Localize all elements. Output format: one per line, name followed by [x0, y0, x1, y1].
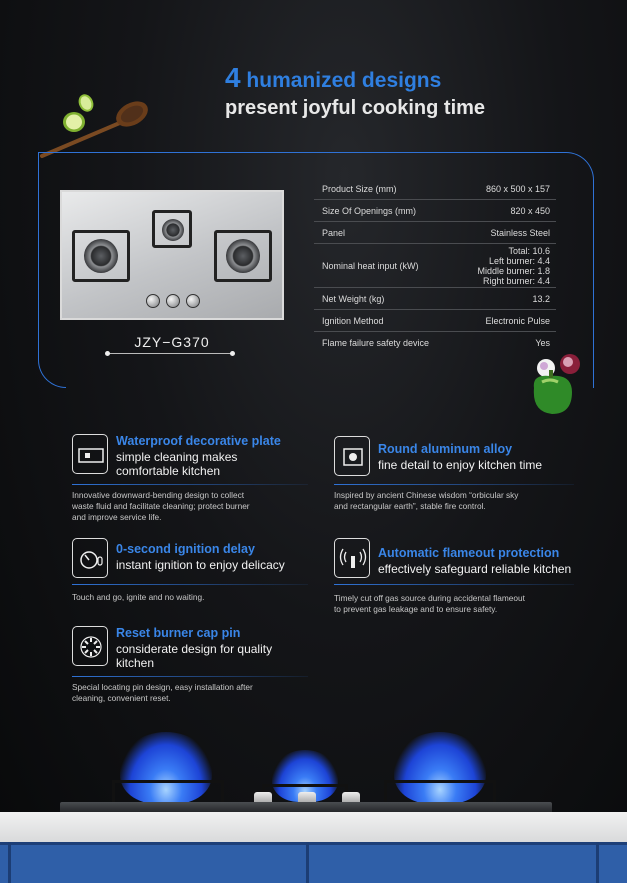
feature-cap-pin	[72, 626, 312, 706]
knob-left	[146, 294, 160, 308]
feature-description	[334, 593, 525, 615]
right-burner	[214, 230, 272, 282]
headline-line1	[225, 64, 605, 95]
spec-label: Product Size (mm)	[322, 183, 397, 194]
spec-table	[314, 178, 556, 354]
description-line: cleaning, convenient reset.	[72, 693, 171, 703]
spec-value: 13.2	[532, 293, 550, 304]
feature-title: 0-second ignition delay	[116, 542, 255, 556]
feature-divider	[72, 584, 308, 585]
timer-icon	[72, 538, 108, 578]
plate-icon	[72, 434, 108, 474]
feature-description	[72, 490, 250, 523]
middle-burner	[152, 210, 192, 248]
spec-value: Electronic Pulse	[485, 315, 550, 326]
feature-subtitle: considerate design for quality kitchen	[116, 642, 273, 670]
headline-title: humanized designs	[246, 69, 442, 92]
model-underline-dot-right	[230, 351, 235, 356]
spec-row	[314, 222, 556, 244]
feature-flameout-protection	[334, 538, 604, 622]
feature-divider	[334, 584, 574, 585]
spec-row	[314, 178, 556, 200]
spec-row	[314, 244, 556, 288]
knob-right	[186, 294, 200, 308]
spec-label: Ignition Method	[322, 315, 384, 326]
vegetables-decoration	[524, 348, 594, 420]
feature-description	[334, 490, 518, 512]
feature-description	[72, 682, 253, 704]
feature-divider	[72, 484, 308, 485]
description-line: Special locating pin design, easy installation after	[72, 682, 253, 692]
spec-label: Flame failure safety device	[322, 338, 430, 348]
spec-label: Net Weight (kg)	[322, 293, 385, 304]
feature-subtitle: instant ignition to enjoy delicacy	[116, 558, 285, 572]
cabinet-divider	[306, 842, 309, 883]
cabinet-divider	[596, 842, 599, 883]
feature-round-aluminum	[334, 436, 604, 516]
marble-countertop	[0, 812, 627, 842]
description-line: Timely cut off gas source during accidental flameout	[334, 593, 525, 603]
description-line: to prevent gas leakage and to ensure safety.	[334, 604, 498, 614]
description-line: Touch and go, ignite and no waiting.	[72, 592, 205, 602]
feature-ignition-delay	[72, 538, 312, 608]
feature-title: Reset burner cap pin	[116, 626, 241, 640]
spec-label: Size Of Openings (mm)	[322, 205, 417, 216]
spec-row	[314, 288, 556, 310]
flameout-sensor-icon	[334, 538, 370, 578]
spec-value: Yes	[535, 338, 550, 348]
blue-cabinet	[0, 842, 627, 883]
spec-label: Nominal heat input (kW)	[322, 260, 419, 271]
feature-divider	[334, 484, 574, 485]
heat-left: Left burner: 4.4	[488, 255, 550, 266]
spec-value: Stainless Steel	[490, 227, 550, 238]
spec-row	[314, 332, 556, 354]
cabinet-top-edge	[0, 842, 627, 845]
description-line: Innovative downward-bending design to collect	[72, 490, 245, 500]
heat-right: Right burner: 4.4	[482, 275, 550, 286]
left-burner	[72, 230, 130, 282]
model-underline-dot-left	[105, 351, 110, 356]
feature-description	[72, 592, 204, 603]
heat-total: Total: 10.6	[508, 245, 550, 256]
model-number: JZY−G370	[134, 334, 210, 350]
spec-value: 820 x 450	[510, 205, 550, 216]
cabinet-divider	[8, 842, 11, 883]
description-line: waste fluid and facilitate cleaning; protect burner	[72, 501, 250, 511]
feature-title: Automatic flameout protection	[378, 546, 560, 560]
feature-divider	[72, 676, 308, 677]
spec-value: 860 x 500 x 157	[485, 183, 550, 194]
spec-row	[314, 310, 556, 332]
feature-title: Round aluminum alloy	[378, 442, 513, 456]
spec-label: Panel	[322, 227, 346, 238]
burner-icon	[334, 436, 370, 476]
headline	[225, 64, 605, 121]
feature-subtitle: effectively safeguard reliable kitchen	[378, 562, 572, 576]
wooden-spoon-lime-decoration	[40, 90, 160, 160]
hob-product-image	[60, 190, 284, 320]
feature-title: Waterproof decorative plate	[116, 434, 281, 448]
spec-value	[477, 246, 550, 286]
model-underline	[107, 353, 233, 354]
heat-middle: Middle burner: 1.8	[477, 265, 550, 276]
description-line: Inspired by ancient Chinese wisdom “orbicular sky	[334, 490, 519, 500]
knob-middle	[166, 294, 180, 308]
feature-subtitle: fine detail to enjoy kitchen time	[378, 458, 543, 472]
headline-number: 4	[225, 62, 241, 93]
spec-row	[314, 200, 556, 222]
description-line: and improve service life.	[72, 512, 162, 522]
feature-waterproof-plate	[72, 434, 312, 526]
description-line: and rectangular earth”, stable fire control.	[334, 501, 486, 511]
cap-pin-icon	[72, 626, 108, 666]
headline-subtitle: present joyful cooking time	[225, 97, 486, 119]
feature-subtitle: simple cleaning makes comfortable kitchen	[116, 450, 238, 478]
